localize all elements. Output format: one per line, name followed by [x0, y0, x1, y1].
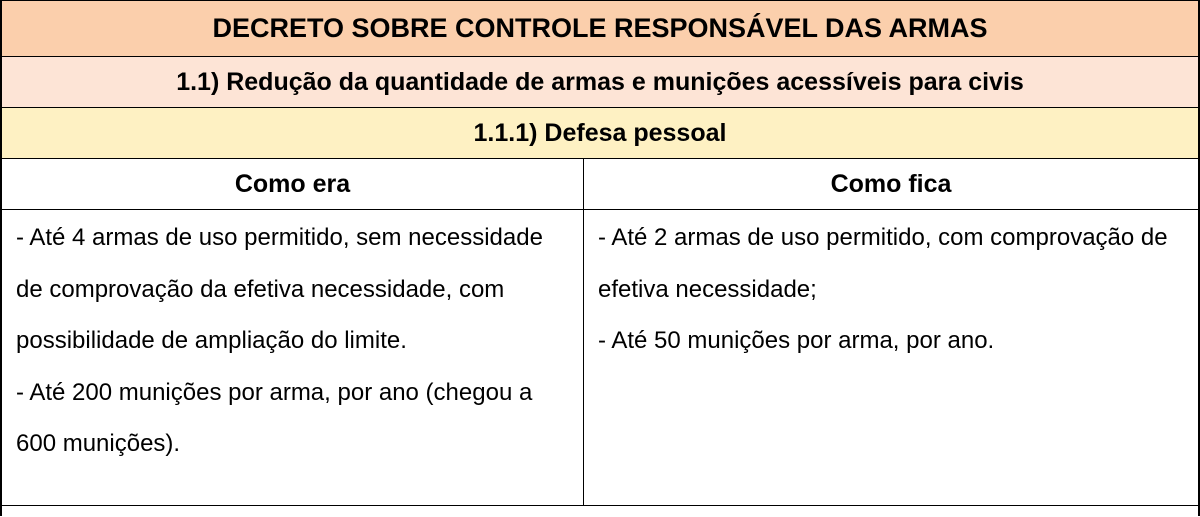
column-header-after: Como fica: [830, 169, 952, 198]
before-item: - Até 4 armas de uso permitido, sem necessidade de comprovação da efetiva necessidade, com possibilidade de ampliação do limite.: [16, 224, 543, 354]
comparison-body-row: [2, 210, 1198, 506]
after-cell: [584, 210, 1198, 505]
section-heading: 1.1) Redução da quantidade de armas e munições acessíveis para civis: [2, 57, 1198, 108]
subsection-heading: 1.1.1) Defesa pessoal: [2, 108, 1198, 159]
column-header-before: Como era: [2, 159, 584, 209]
before-cell: [2, 210, 584, 505]
column-header-row: [2, 159, 1198, 210]
next-row-edge: [2, 506, 1198, 517]
document-title: DECRETO SOBRE CONTROLE RESPONSÁVEL DAS ARMAS: [2, 1, 1198, 57]
before-item: - Até 200 munições por arma, por ano (chegou a 600 munições).: [16, 378, 533, 457]
after-item: - Até 50 munições por arma, por ano.: [598, 327, 995, 354]
after-item: - Até 2 armas de uso permitido, com comprovação de efetiva necessidade;: [598, 224, 1168, 303]
